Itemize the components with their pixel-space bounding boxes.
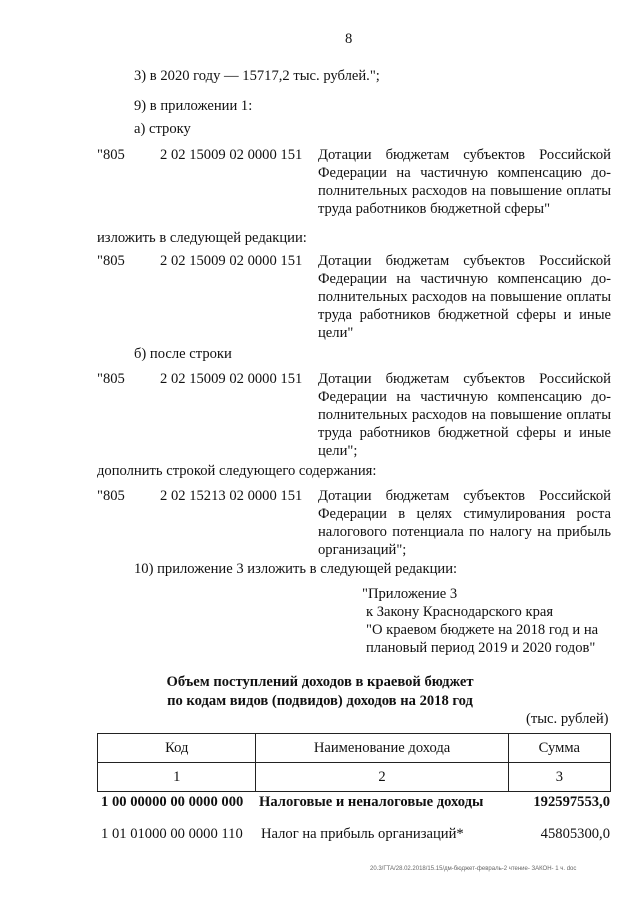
file-path-footer: 20.3/ГТА/28.02.2018/15.15/дм-бюджет-февраль-2 чтение- ЗАКОН- 1 ч. doc [370, 866, 577, 872]
appendix-title: "Приложение 3 [362, 586, 458, 602]
revenue-table [97, 733, 611, 792]
column-number: 2 [256, 763, 508, 792]
header-sum: Сумма [508, 734, 610, 763]
entry-description: Дотации бюджетам субъектов Российской Федерации на частичную компенсацию дополнительных расходов на повышение оплаты труда работников бюджетной сферы и иные цели" [318, 253, 611, 341]
entry-revenue-code: 2 02 15009 02 0000 151 [160, 371, 303, 387]
entry-description: Дотации бюджетам субъектов Российской Федерации на частичную компенсацию дополнительных расходов на повышение оплаты труда работников бюджетной сферы" [318, 147, 611, 217]
entry-admin-code: "805 [97, 488, 125, 504]
table-header-row [98, 734, 611, 763]
row-code: 1 01 01000 00 0000 110 [101, 826, 243, 842]
header-name: Наименование дохода [256, 734, 508, 763]
entry-admin-code: "805 [97, 371, 125, 387]
row-sum: 45805300,0 [540, 826, 610, 842]
row-sum: 192597553,0 [533, 794, 610, 810]
document-title: Объем поступлений доходов в краевой бюджет [166, 674, 474, 690]
paragraph-line: изложить в следующей редакции: [97, 230, 307, 246]
paragraph-line: а) строку [134, 121, 191, 137]
row-name: Налог на прибыль организаций* [261, 826, 464, 842]
appendix-law-name: "О краевом бюджете на 2018 год и на [366, 622, 599, 638]
entry-admin-code: "805 [97, 147, 125, 163]
page-number: 8 [345, 31, 353, 47]
appendix-law: к Закону Краснодарского края [366, 604, 554, 620]
header-code: Код [98, 734, 256, 763]
entry-revenue-code: 2 02 15213 02 0000 151 [160, 488, 303, 504]
paragraph-line: дополнить строкой следующего содержания: [97, 463, 377, 479]
row-name: Налоговые и неналоговые доходы [259, 794, 484, 810]
column-number: 1 [98, 763, 256, 792]
table-number-row [98, 763, 611, 792]
appendix-law-name-cont: плановый период 2019 и 2020 годов" [366, 640, 596, 656]
row-code: 1 00 00000 00 0000 000 [101, 794, 244, 810]
document-title-cont: по кодам видов (подвидов) доходов на 2018 год [167, 693, 473, 709]
paragraph-line: 10) приложение 3 изложить в следующей редакции: [134, 561, 458, 577]
entry-admin-code: "805 [97, 253, 125, 269]
paragraph-line: 3) в 2020 году — 15717,2 тыс. рублей."; [134, 68, 380, 84]
entry-description: Дотации бюджетам субъектов Российской Федерации на частичную компенсацию дополнительных расходов на повышение оплаты труда работников бюджетной сферы и иные цели"; [318, 371, 611, 459]
units-label: (тыс. рублей) [526, 711, 609, 727]
paragraph-line: б) после строки [134, 346, 232, 362]
entry-description: Дотации бюджетам субъектов Российской Федерации в целях стимулирования роста налогового потенциала по налогу на прибыль организаций"; [318, 488, 611, 558]
paragraph-line: 9) в приложении 1: [134, 98, 253, 114]
entry-revenue-code: 2 02 15009 02 0000 151 [160, 253, 303, 269]
entry-revenue-code: 2 02 15009 02 0000 151 [160, 147, 303, 163]
column-number: 3 [508, 763, 610, 792]
